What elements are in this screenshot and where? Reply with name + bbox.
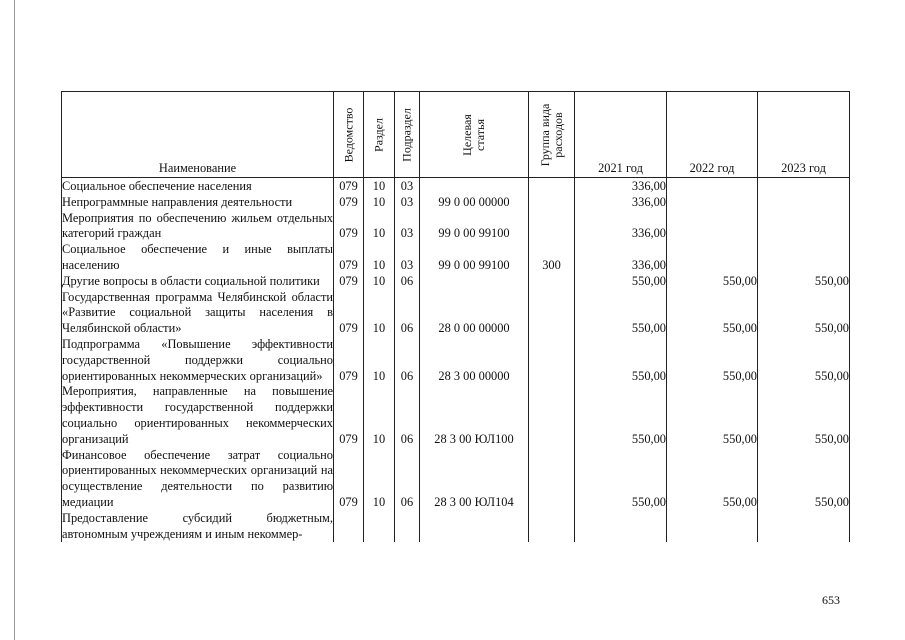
cell-target: 28 3 00 00000 [420,337,529,384]
cell-vedomstvo: 079 [334,337,364,384]
table-row [62,448,850,511]
cell-2021: 336,00 [575,195,667,211]
cell-2022: 550,00 [667,337,758,384]
cell-razdel: 10 [364,178,395,195]
cell-vedomstvo: 079 [334,290,364,337]
cell-razdel: 10 [364,448,395,511]
cell-name: Государственная программа Челябинской области «Развитие социальной защиты населения в Челябинской области» [62,289,333,336]
header-group: Группа вида расходов [529,92,575,178]
cell-razdel: 10 [364,242,395,274]
table-row [62,511,850,543]
page-edge-line [14,0,15,640]
cell-2021 [575,511,667,543]
cell-target [420,178,529,195]
cell-2023 [758,211,850,243]
cell-razdel: 10 [364,211,395,243]
cell-group [529,448,575,511]
header-vedomstvo: Ведомство [334,92,364,178]
cell-target: 28 3 00 ЮЛ100 [420,384,529,447]
cell-podrazdel: 06 [395,448,420,511]
table-row [62,384,850,447]
table-row [62,211,850,243]
cell-2023 [758,195,850,211]
cell-target: 28 0 00 00000 [420,290,529,337]
cell-group [529,384,575,447]
cell-target: 99 0 00 99100 [420,242,529,274]
table-row [62,337,850,384]
cell-razdel: 10 [364,384,395,447]
budget-table-container [61,91,850,542]
cell-2023 [758,178,850,195]
cell-razdel [364,511,395,543]
cell-group [529,290,575,337]
cell-podrazdel: 03 [395,195,420,211]
cell-podrazdel: 06 [395,384,420,447]
table-row [62,274,850,290]
cell-podrazdel: 03 [395,178,420,195]
cell-vedomstvo: 079 [334,178,364,195]
cell-name: Финансовое обеспечение затрат социально ориентированных некоммерческих организаций на осуществление деятельности по развитию медиации [62,447,333,509]
cell-podrazdel: 03 [395,211,420,243]
header-2021: 2021 год [575,92,667,178]
cell-vedomstvo: 079 [334,211,364,243]
cell-target [420,274,529,290]
cell-podrazdel: 03 [395,242,420,274]
cell-2021: 336,00 [575,242,667,274]
cell-2023: 550,00 [758,290,850,337]
cell-2023: 550,00 [758,448,850,511]
cell-name: Подпрограмма «Повышение эффективности государственной поддержки социально ориентированных некоммерческих организаций» [62,336,333,383]
cell-group [529,178,575,195]
cell-2021: 336,00 [575,211,667,243]
cell-2021: 550,00 [575,290,667,337]
table-row [62,290,850,337]
cell-group [529,211,575,243]
cell-vedomstvo: 079 [334,274,364,290]
cell-podrazdel: 06 [395,337,420,384]
cell-2023: 550,00 [758,274,850,290]
cell-2022 [667,211,758,243]
cell-name: Непрограммные направления деятельности [62,195,334,211]
header-name: Наименование [62,92,334,178]
header-razdel: Раздел [364,92,395,178]
cell-razdel: 10 [364,274,395,290]
cell-2023 [758,242,850,274]
cell-razdel: 10 [364,290,395,337]
header-target: Целевая статья [420,92,529,178]
cell-podrazdel [395,511,420,543]
cell-podrazdel: 06 [395,290,420,337]
cell-2022 [667,511,758,543]
cell-target: 99 0 00 99100 [420,211,529,243]
cell-2023: 550,00 [758,384,850,447]
table-row [62,178,850,195]
cell-2023 [758,511,850,543]
header-podrazdel: Подраздел [395,92,420,178]
cell-target: 99 0 00 00000 [420,195,529,211]
cell-2022 [667,242,758,274]
cell-name: Мероприятия, направленные на повышение эффективности государственной поддержки социально ориентированных некоммерческих организаций [62,384,333,446]
cell-2022: 550,00 [667,384,758,447]
cell-name: Социальное обеспечение населения [62,178,334,195]
cell-2021: 336,00 [575,178,667,195]
cell-2021: 550,00 [575,274,667,290]
cell-vedomstvo: 079 [334,384,364,447]
header-2022: 2022 год [667,92,758,178]
table-row [62,195,850,211]
cell-name: Социальное обеспечение и иные выплаты населению [62,242,333,272]
cell-name: Другие вопросы в области социальной политики [62,274,334,290]
cell-2022 [667,195,758,211]
cell-2021: 550,00 [575,337,667,384]
table-header-row [62,92,850,178]
cell-2022 [667,178,758,195]
budget-table [61,91,850,542]
cell-razdel: 10 [364,337,395,384]
cell-target [420,511,529,543]
cell-group [529,511,575,543]
cell-podrazdel: 06 [395,274,420,290]
cell-group [529,274,575,290]
cell-vedomstvo [334,511,364,543]
cell-2022: 550,00 [667,274,758,290]
cell-group: 300 [529,242,575,274]
cell-vedomstvo: 079 [334,242,364,274]
cell-group [529,337,575,384]
page-number: 653 [822,593,840,607]
cell-target: 28 3 00 ЮЛ104 [420,448,529,511]
table-row [62,242,850,274]
cell-2022: 550,00 [667,448,758,511]
cell-razdel: 10 [364,195,395,211]
cell-group [529,195,575,211]
header-2023: 2023 год [758,92,850,178]
cell-name: Мероприятия по обеспечению жильем отдельных категорий граждан [62,210,333,241]
cell-2023: 550,00 [758,337,850,384]
cell-vedomstvo: 079 [334,195,364,211]
cell-name: Предоставление субсидий бюджетным, автономным учреждениям и иным некоммер- [62,510,333,541]
cell-vedomstvo: 079 [334,448,364,511]
cell-2021: 550,00 [575,384,667,447]
cell-2021: 550,00 [575,448,667,511]
cell-2022: 550,00 [667,290,758,337]
